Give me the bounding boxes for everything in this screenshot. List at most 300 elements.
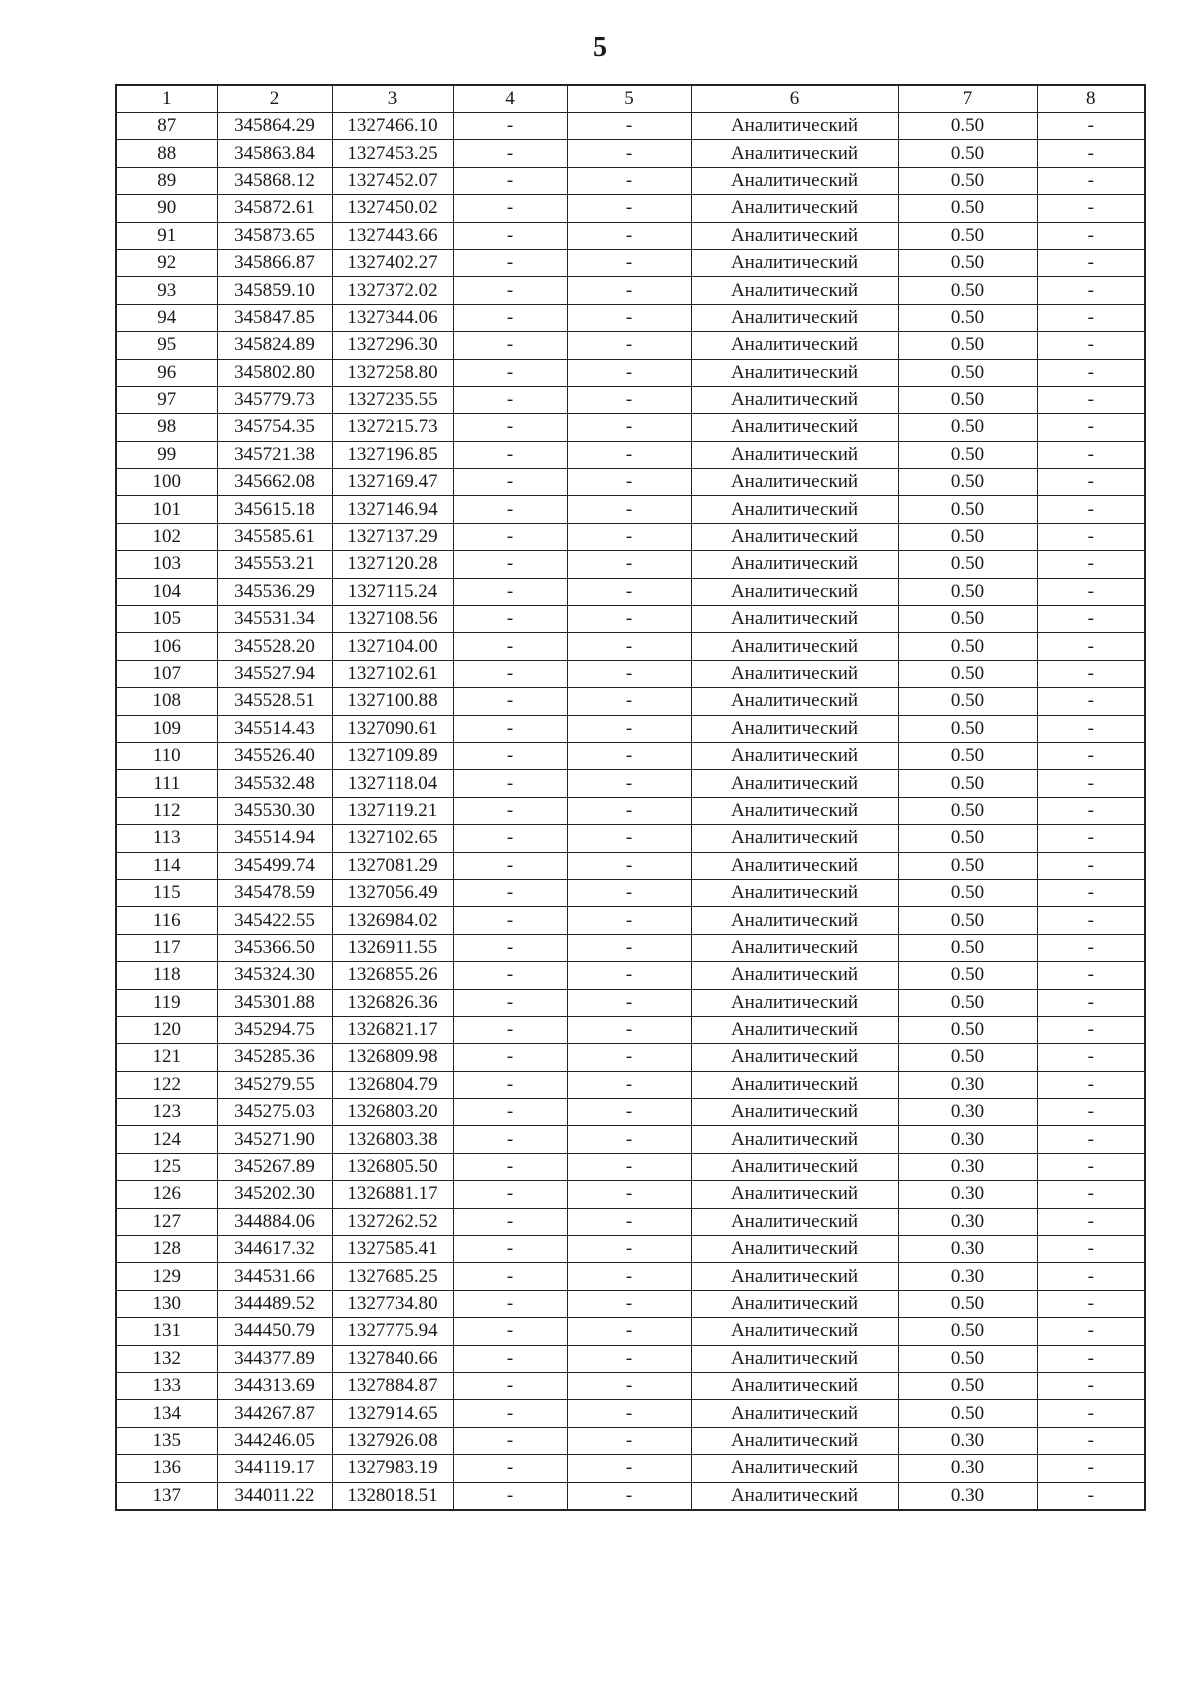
cell-col-4: - <box>453 578 567 605</box>
cell-method: Аналитический <box>691 633 898 660</box>
cell-coord-y: 1326803.38 <box>332 1126 453 1153</box>
cell-col-4: - <box>453 633 567 660</box>
cell-method: Аналитический <box>691 304 898 331</box>
table-row <box>116 606 1145 633</box>
cell-coord-x: 345267.89 <box>217 1153 332 1180</box>
cell-accuracy: 0.30 <box>898 1482 1037 1510</box>
cell-coord-x: 345863.84 <box>217 140 332 167</box>
cell-coord-x: 345301.88 <box>217 989 332 1016</box>
cell-col-8: - <box>1037 1455 1145 1482</box>
cell-coord-y: 1328018.51 <box>332 1482 453 1510</box>
cell-col-4: - <box>453 414 567 441</box>
cell-method: Аналитический <box>691 551 898 578</box>
cell-col-4: - <box>453 907 567 934</box>
table-row <box>116 688 1145 715</box>
cell-col-8: - <box>1037 1236 1145 1263</box>
cell-col-4: - <box>453 1208 567 1235</box>
cell-col-8: - <box>1037 167 1145 194</box>
cell-point-number: 101 <box>116 496 217 523</box>
cell-method: Аналитический <box>691 222 898 249</box>
table-row <box>116 469 1145 496</box>
cell-coord-x: 344313.69 <box>217 1372 332 1399</box>
cell-col-5: - <box>567 1400 691 1427</box>
cell-col-8: - <box>1037 1208 1145 1235</box>
cell-coord-x: 345536.29 <box>217 578 332 605</box>
cell-method: Аналитический <box>691 907 898 934</box>
cell-col-8: - <box>1037 688 1145 715</box>
cell-col-4: - <box>453 742 567 769</box>
cell-col-5: - <box>567 304 691 331</box>
cell-col-5: - <box>567 1126 691 1153</box>
cell-coord-y: 1327452.07 <box>332 167 453 194</box>
cell-col-8: - <box>1037 249 1145 276</box>
cell-coord-x: 345859.10 <box>217 277 332 304</box>
cell-col-8: - <box>1037 386 1145 413</box>
cell-coord-x: 344884.06 <box>217 1208 332 1235</box>
cell-accuracy: 0.50 <box>898 742 1037 769</box>
cell-col-8: - <box>1037 879 1145 906</box>
cell-accuracy: 0.50 <box>898 304 1037 331</box>
cell-col-8: - <box>1037 195 1145 222</box>
table-row <box>116 113 1145 140</box>
cell-accuracy: 0.50 <box>898 332 1037 359</box>
cell-point-number: 109 <box>116 715 217 742</box>
cell-col-4: - <box>453 962 567 989</box>
cell-col-8: - <box>1037 277 1145 304</box>
cell-accuracy: 0.50 <box>898 660 1037 687</box>
cell-accuracy: 0.50 <box>898 962 1037 989</box>
cell-col-8: - <box>1037 606 1145 633</box>
cell-coord-y: 1327840.66 <box>332 1345 453 1372</box>
cell-col-4: - <box>453 386 567 413</box>
table-row <box>116 1153 1145 1180</box>
cell-coord-y: 1326826.36 <box>332 989 453 1016</box>
table-row <box>116 386 1145 413</box>
cell-coord-x: 345528.51 <box>217 688 332 715</box>
cell-coord-y: 1327215.73 <box>332 414 453 441</box>
cell-method: Аналитический <box>691 1400 898 1427</box>
cell-col-8: - <box>1037 934 1145 961</box>
cell-method: Аналитический <box>691 195 898 222</box>
cell-col-4: - <box>453 222 567 249</box>
cell-accuracy: 0.30 <box>898 1263 1037 1290</box>
cell-coord-y: 1327262.52 <box>332 1208 453 1235</box>
cell-method: Аналитический <box>691 688 898 715</box>
cell-point-number: 114 <box>116 852 217 879</box>
table-row <box>116 1427 1145 1454</box>
cell-col-8: - <box>1037 332 1145 359</box>
cell-accuracy: 0.50 <box>898 852 1037 879</box>
cell-col-4: - <box>453 304 567 331</box>
column-header-1: 1 <box>116 85 217 113</box>
cell-coord-x: 345872.61 <box>217 195 332 222</box>
cell-method: Аналитический <box>691 1290 898 1317</box>
cell-col-5: - <box>567 386 691 413</box>
column-header-7: 7 <box>898 85 1037 113</box>
cell-coord-x: 345585.61 <box>217 523 332 550</box>
cell-accuracy: 0.30 <box>898 1208 1037 1235</box>
cell-point-number: 116 <box>116 907 217 934</box>
table-row <box>116 934 1145 961</box>
cell-point-number: 110 <box>116 742 217 769</box>
cell-coord-x: 345754.35 <box>217 414 332 441</box>
cell-accuracy: 0.50 <box>898 989 1037 1016</box>
cell-coord-x: 345662.08 <box>217 469 332 496</box>
cell-col-8: - <box>1037 1181 1145 1208</box>
cell-method: Аналитический <box>691 797 898 824</box>
table-row <box>116 907 1145 934</box>
cell-coord-y: 1327169.47 <box>332 469 453 496</box>
cell-col-8: - <box>1037 140 1145 167</box>
cell-accuracy: 0.50 <box>898 551 1037 578</box>
table-row <box>116 633 1145 660</box>
table-row <box>116 1071 1145 1098</box>
cell-coord-x: 345532.48 <box>217 770 332 797</box>
cell-col-8: - <box>1037 1153 1145 1180</box>
cell-col-5: - <box>567 715 691 742</box>
cell-col-4: - <box>453 715 567 742</box>
column-header-8: 8 <box>1037 85 1145 113</box>
table-row <box>116 167 1145 194</box>
cell-col-4: - <box>453 1153 567 1180</box>
cell-coord-x: 344246.05 <box>217 1427 332 1454</box>
cell-col-5: - <box>567 770 691 797</box>
cell-col-5: - <box>567 167 691 194</box>
table-body <box>116 113 1145 1510</box>
cell-method: Аналитический <box>691 989 898 1016</box>
cell-accuracy: 0.30 <box>898 1099 1037 1126</box>
table-row <box>116 1016 1145 1043</box>
cell-col-8: - <box>1037 113 1145 140</box>
cell-point-number: 133 <box>116 1372 217 1399</box>
cell-method: Аналитический <box>691 962 898 989</box>
cell-point-number: 100 <box>116 469 217 496</box>
cell-col-5: - <box>567 332 691 359</box>
column-header-5: 5 <box>567 85 691 113</box>
cell-method: Аналитический <box>691 606 898 633</box>
cell-method: Аналитический <box>691 1236 898 1263</box>
cell-col-4: - <box>453 332 567 359</box>
cell-col-8: - <box>1037 441 1145 468</box>
cell-method: Аналитический <box>691 386 898 413</box>
cell-method: Аналитический <box>691 1181 898 1208</box>
table-row <box>116 1236 1145 1263</box>
cell-col-8: - <box>1037 304 1145 331</box>
cell-col-4: - <box>453 195 567 222</box>
cell-col-4: - <box>453 1427 567 1454</box>
table-row <box>116 222 1145 249</box>
cell-coord-x: 344119.17 <box>217 1455 332 1482</box>
cell-col-5: - <box>567 1455 691 1482</box>
cell-col-8: - <box>1037 660 1145 687</box>
cell-coord-y: 1326911.55 <box>332 934 453 961</box>
cell-point-number: 136 <box>116 1455 217 1482</box>
cell-coord-y: 1326855.26 <box>332 962 453 989</box>
cell-method: Аналитический <box>691 1099 898 1126</box>
cell-col-4: - <box>453 825 567 852</box>
cell-point-number: 88 <box>116 140 217 167</box>
cell-col-5: - <box>567 359 691 386</box>
cell-method: Аналитический <box>691 879 898 906</box>
cell-col-4: - <box>453 1044 567 1071</box>
cell-accuracy: 0.50 <box>898 277 1037 304</box>
cell-method: Аналитический <box>691 1482 898 1510</box>
column-header-6: 6 <box>691 85 898 113</box>
cell-coord-y: 1327258.80 <box>332 359 453 386</box>
cell-point-number: 130 <box>116 1290 217 1317</box>
table-row <box>116 1208 1145 1235</box>
cell-point-number: 92 <box>116 249 217 276</box>
cell-col-4: - <box>453 688 567 715</box>
table-row <box>116 1400 1145 1427</box>
table-row <box>116 359 1145 386</box>
table-row <box>116 742 1145 769</box>
cell-coord-y: 1326803.20 <box>332 1099 453 1126</box>
column-header-4: 4 <box>453 85 567 113</box>
cell-point-number: 125 <box>116 1153 217 1180</box>
cell-coord-x: 345847.85 <box>217 304 332 331</box>
cell-point-number: 128 <box>116 1236 217 1263</box>
cell-method: Аналитический <box>691 496 898 523</box>
cell-col-8: - <box>1037 1318 1145 1345</box>
cell-coord-y: 1327056.49 <box>332 879 453 906</box>
cell-col-8: - <box>1037 1016 1145 1043</box>
cell-coord-y: 1327120.28 <box>332 551 453 578</box>
cell-coord-x: 345721.38 <box>217 441 332 468</box>
cell-col-5: - <box>567 962 691 989</box>
cell-col-8: - <box>1037 523 1145 550</box>
cell-col-5: - <box>567 1427 691 1454</box>
cell-coord-y: 1327466.10 <box>332 113 453 140</box>
cell-method: Аналитический <box>691 1345 898 1372</box>
cell-accuracy: 0.30 <box>898 1427 1037 1454</box>
cell-method: Аналитический <box>691 1126 898 1153</box>
cell-coord-x: 345615.18 <box>217 496 332 523</box>
cell-point-number: 97 <box>116 386 217 413</box>
cell-point-number: 118 <box>116 962 217 989</box>
cell-coord-x: 345526.40 <box>217 742 332 769</box>
cell-col-8: - <box>1037 1345 1145 1372</box>
cell-method: Аналитический <box>691 660 898 687</box>
cell-accuracy: 0.50 <box>898 469 1037 496</box>
cell-accuracy: 0.50 <box>898 1290 1037 1317</box>
cell-coord-x: 344531.66 <box>217 1263 332 1290</box>
table-row <box>116 852 1145 879</box>
cell-coord-x: 344617.32 <box>217 1236 332 1263</box>
cell-accuracy: 0.50 <box>898 633 1037 660</box>
table-row <box>116 1455 1145 1482</box>
cell-col-5: - <box>567 989 691 1016</box>
table-row <box>116 1263 1145 1290</box>
cell-col-4: - <box>453 1455 567 1482</box>
cell-accuracy: 0.30 <box>898 1153 1037 1180</box>
cell-col-4: - <box>453 441 567 468</box>
cell-col-5: - <box>567 1181 691 1208</box>
cell-accuracy: 0.50 <box>898 195 1037 222</box>
cell-coord-y: 1327115.24 <box>332 578 453 605</box>
cell-accuracy: 0.30 <box>898 1455 1037 1482</box>
cell-method: Аналитический <box>691 1372 898 1399</box>
column-header-3: 3 <box>332 85 453 113</box>
cell-coord-x: 345285.36 <box>217 1044 332 1071</box>
cell-col-5: - <box>567 825 691 852</box>
cell-coord-x: 345366.50 <box>217 934 332 961</box>
cell-point-number: 111 <box>116 770 217 797</box>
cell-coord-y: 1327137.29 <box>332 523 453 550</box>
cell-col-4: - <box>453 496 567 523</box>
cell-accuracy: 0.50 <box>898 688 1037 715</box>
table-row <box>116 1318 1145 1345</box>
cell-col-8: - <box>1037 359 1145 386</box>
cell-method: Аналитический <box>691 825 898 852</box>
cell-coord-y: 1327104.00 <box>332 633 453 660</box>
cell-coord-x: 345531.34 <box>217 606 332 633</box>
cell-coord-x: 345779.73 <box>217 386 332 413</box>
cell-method: Аналитический <box>691 523 898 550</box>
cell-accuracy: 0.50 <box>898 715 1037 742</box>
cell-coord-x: 345866.87 <box>217 249 332 276</box>
cell-point-number: 95 <box>116 332 217 359</box>
cell-coord-x: 345528.20 <box>217 633 332 660</box>
table-row <box>116 1044 1145 1071</box>
cell-accuracy: 0.50 <box>898 441 1037 468</box>
cell-col-8: - <box>1037 825 1145 852</box>
cell-coord-x: 345527.94 <box>217 660 332 687</box>
cell-col-8: - <box>1037 1263 1145 1290</box>
cell-col-5: - <box>567 606 691 633</box>
table-row <box>116 797 1145 824</box>
cell-coord-y: 1327100.88 <box>332 688 453 715</box>
cell-accuracy: 0.50 <box>898 797 1037 824</box>
cell-accuracy: 0.50 <box>898 907 1037 934</box>
cell-coord-x: 345499.74 <box>217 852 332 879</box>
cell-col-8: - <box>1037 1126 1145 1153</box>
cell-point-number: 119 <box>116 989 217 1016</box>
cell-col-5: - <box>567 249 691 276</box>
cell-col-4: - <box>453 167 567 194</box>
cell-col-4: - <box>453 140 567 167</box>
cell-col-5: - <box>567 1318 691 1345</box>
cell-coord-x: 345275.03 <box>217 1099 332 1126</box>
cell-col-4: - <box>453 879 567 906</box>
cell-coord-y: 1327146.94 <box>332 496 453 523</box>
cell-col-5: - <box>567 660 691 687</box>
cell-point-number: 117 <box>116 934 217 961</box>
cell-coord-x: 345478.59 <box>217 879 332 906</box>
cell-col-5: - <box>567 496 691 523</box>
cell-point-number: 120 <box>116 1016 217 1043</box>
cell-coord-y: 1326881.17 <box>332 1181 453 1208</box>
cell-col-5: - <box>567 1372 691 1399</box>
cell-accuracy: 0.50 <box>898 825 1037 852</box>
cell-accuracy: 0.50 <box>898 386 1037 413</box>
cell-coord-y: 1326804.79 <box>332 1071 453 1098</box>
cell-coord-x: 345514.43 <box>217 715 332 742</box>
cell-method: Аналитический <box>691 1318 898 1345</box>
coordinates-table <box>115 84 1146 1511</box>
cell-col-5: - <box>567 852 691 879</box>
cell-accuracy: 0.30 <box>898 1126 1037 1153</box>
cell-point-number: 102 <box>116 523 217 550</box>
cell-col-8: - <box>1037 989 1145 1016</box>
cell-coord-x: 345294.75 <box>217 1016 332 1043</box>
cell-col-8: - <box>1037 742 1145 769</box>
cell-coord-x: 345279.55 <box>217 1071 332 1098</box>
cell-col-8: - <box>1037 578 1145 605</box>
cell-coord-y: 1327235.55 <box>332 386 453 413</box>
cell-col-8: - <box>1037 222 1145 249</box>
cell-coord-x: 345324.30 <box>217 962 332 989</box>
table-row <box>116 414 1145 441</box>
cell-col-5: - <box>567 1290 691 1317</box>
cell-method: Аналитический <box>691 715 898 742</box>
table-row <box>116 140 1145 167</box>
cell-col-5: - <box>567 1345 691 1372</box>
cell-col-5: - <box>567 441 691 468</box>
cell-method: Аналитический <box>691 1044 898 1071</box>
cell-coord-x: 345873.65 <box>217 222 332 249</box>
cell-point-number: 107 <box>116 660 217 687</box>
cell-col-5: - <box>567 277 691 304</box>
table-row <box>116 825 1145 852</box>
cell-col-4: - <box>453 1016 567 1043</box>
cell-method: Аналитический <box>691 852 898 879</box>
cell-accuracy: 0.50 <box>898 1345 1037 1372</box>
cell-accuracy: 0.50 <box>898 222 1037 249</box>
cell-col-5: - <box>567 742 691 769</box>
cell-method: Аналитический <box>691 1263 898 1290</box>
cell-col-4: - <box>453 606 567 633</box>
cell-accuracy: 0.50 <box>898 879 1037 906</box>
cell-col-5: - <box>567 113 691 140</box>
cell-point-number: 98 <box>116 414 217 441</box>
cell-method: Аналитический <box>691 1427 898 1454</box>
cell-col-8: - <box>1037 907 1145 934</box>
cell-col-5: - <box>567 414 691 441</box>
page-number: 5 <box>593 32 607 63</box>
cell-col-5: - <box>567 879 691 906</box>
cell-col-8: - <box>1037 962 1145 989</box>
cell-coord-y: 1327118.04 <box>332 770 453 797</box>
cell-coord-x: 344267.87 <box>217 1400 332 1427</box>
cell-coord-x: 345514.94 <box>217 825 332 852</box>
cell-col-5: - <box>567 1099 691 1126</box>
cell-coord-x: 344011.22 <box>217 1482 332 1510</box>
cell-col-8: - <box>1037 1099 1145 1126</box>
cell-point-number: 123 <box>116 1099 217 1126</box>
cell-method: Аналитический <box>691 578 898 605</box>
cell-col-5: - <box>567 688 691 715</box>
cell-method: Аналитический <box>691 249 898 276</box>
cell-col-8: - <box>1037 1400 1145 1427</box>
cell-col-5: - <box>567 195 691 222</box>
cell-point-number: 126 <box>116 1181 217 1208</box>
cell-coord-y: 1327196.85 <box>332 441 453 468</box>
cell-accuracy: 0.50 <box>898 523 1037 550</box>
cell-coord-y: 1327344.06 <box>332 304 453 331</box>
cell-col-4: - <box>453 1372 567 1399</box>
cell-coord-y: 1326809.98 <box>332 1044 453 1071</box>
cell-point-number: 132 <box>116 1345 217 1372</box>
cell-col-5: - <box>567 1071 691 1098</box>
cell-col-4: - <box>453 989 567 1016</box>
cell-col-4: - <box>453 1099 567 1126</box>
cell-accuracy: 0.50 <box>898 359 1037 386</box>
cell-method: Аналитический <box>691 742 898 769</box>
column-header-2: 2 <box>217 85 332 113</box>
cell-point-number: 124 <box>116 1126 217 1153</box>
table-row <box>116 1482 1145 1510</box>
